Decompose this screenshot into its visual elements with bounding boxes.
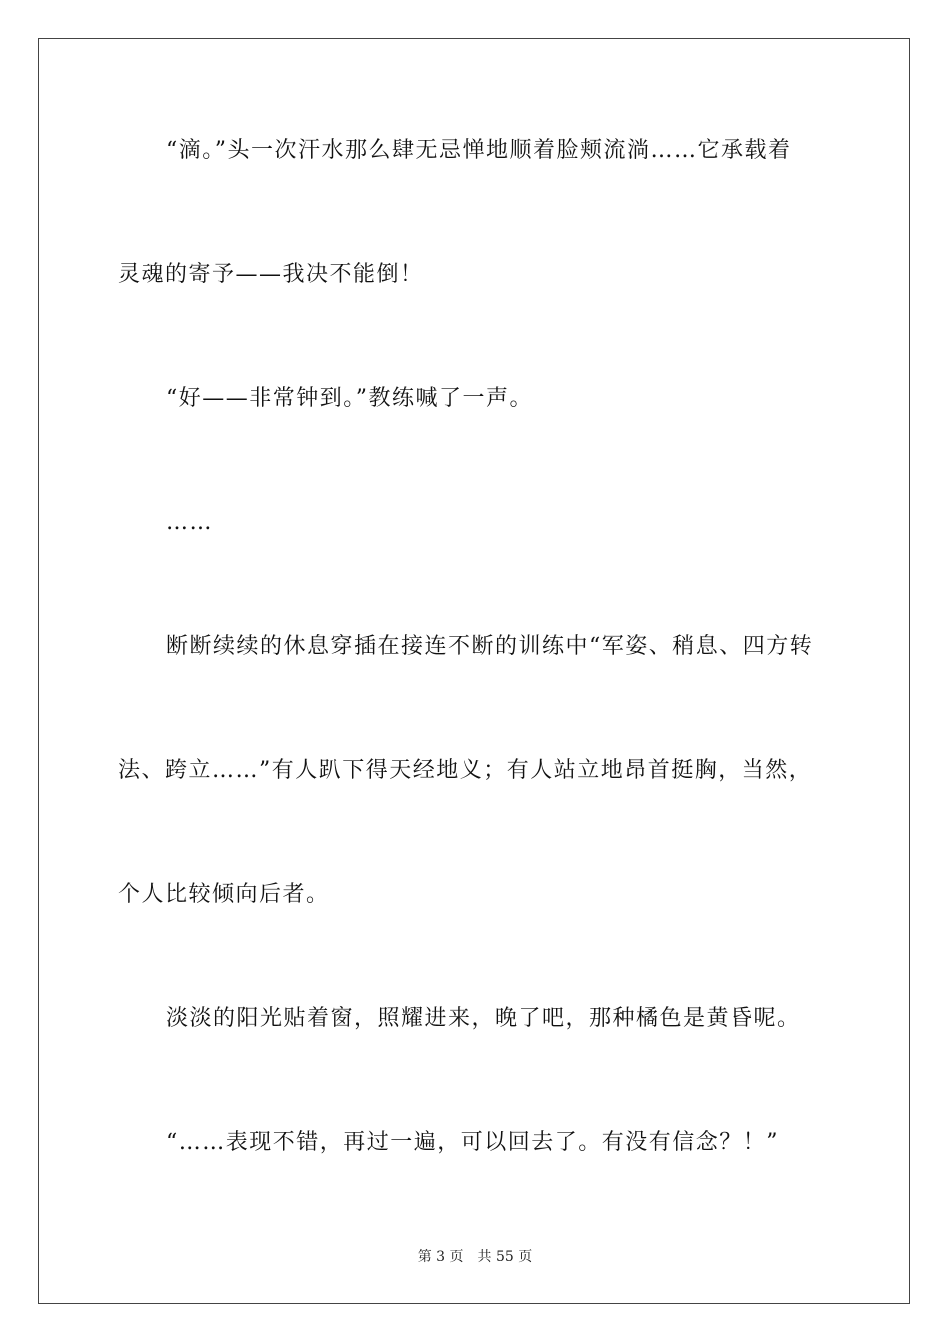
ellipsis-line: …… <box>166 510 213 535</box>
total-pages: 共 55 页 <box>477 1249 533 1265</box>
paragraph-line: 淡淡的阳光贴着窗，照耀进来，晚了吧，那种橘色是黄昏呢。 <box>166 1006 801 1031</box>
paragraph-line: 法、跨立……”有人趴下得天经地义；有人站立地昂首挺胸，当然， <box>118 758 813 783</box>
page-number: 第 3 页 <box>417 1249 464 1265</box>
page-border <box>38 38 910 1304</box>
paragraph-line: “好——非常钟到。”教练喊了一声。 <box>166 386 533 411</box>
paragraph-line: 个人比较倾向后者。 <box>118 882 330 907</box>
paragraph-line: “滴。”头一次汗水那么肆无忌惮地顺着脸颊流淌……它承载着 <box>166 138 792 163</box>
paragraph-line: “……表现不错，再过一遍，可以回去了。有没有信念？！” <box>166 1130 779 1155</box>
paragraph-line: 灵魂的寄予——我决不能倒！ <box>118 262 424 287</box>
paragraph-line: 断断续续的休息穿插在接连不断的训练中“军姿、稍息、四方转 <box>166 634 814 659</box>
page-footer <box>0 1248 950 1266</box>
